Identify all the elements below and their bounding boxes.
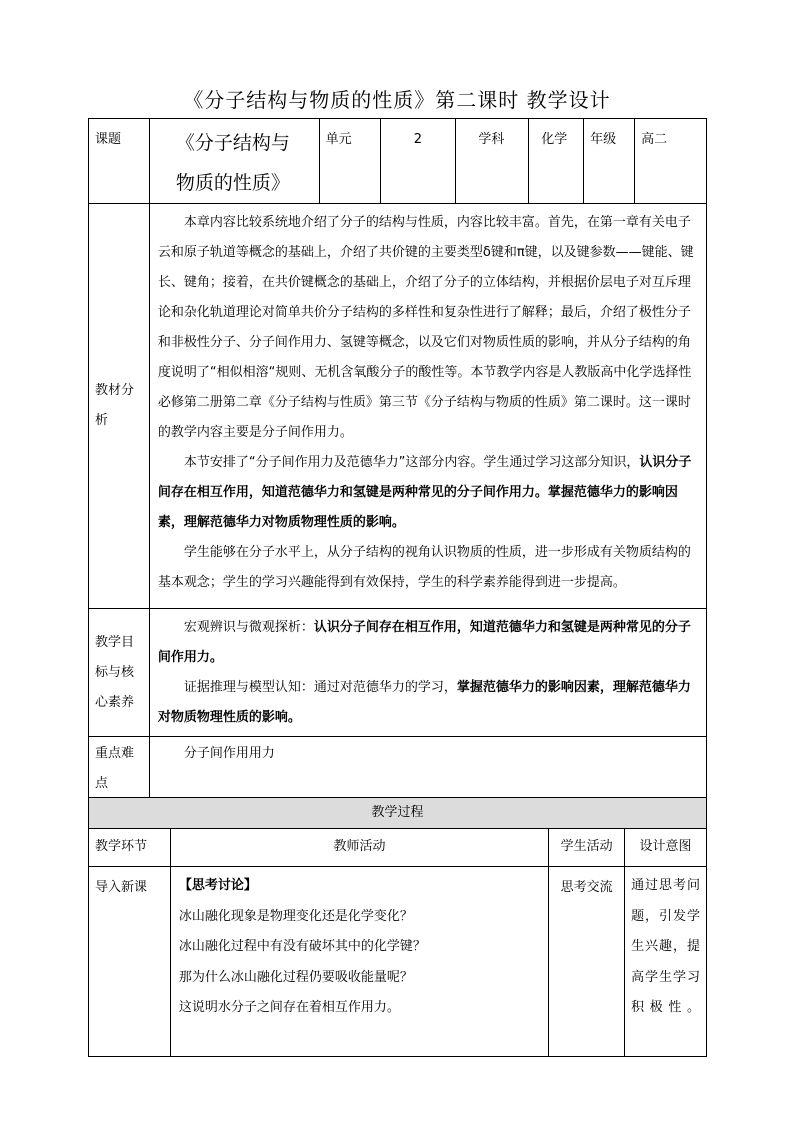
- stage-cell: 导入新课: [89, 867, 171, 1057]
- keypoints-row: [89, 737, 707, 806]
- grade-label: 年级: [584, 119, 635, 204]
- process-header-row: [89, 829, 707, 867]
- col-stage-header: 教学环节: [89, 829, 171, 867]
- analysis-p2-text: 本节安排了“分子间作用力及范德华力”这部分内容。学生通过学习这部分知识，: [183, 455, 640, 470]
- goal-1: [150, 613, 706, 673]
- student-activity-cell: 思考交流: [549, 867, 625, 1057]
- goal-1-bold: 认识分子间存在相互作用，知道范德华力和氢键是两种常见的分子间作用力。: [157, 620, 691, 665]
- design-intent-cell: 通过思考问题，引发学生兴趣，提高学生学习积极性。: [625, 867, 707, 1057]
- teacher-activity-line: 冰山融化过程中有没有破坏其中的化学键？: [178, 939, 426, 954]
- grade-value: 高二: [635, 119, 707, 204]
- process-row: [89, 867, 707, 1057]
- keypoints-content: [149, 737, 706, 806]
- goals-row: [89, 609, 707, 737]
- goals-label: 教学目标与核心素养: [89, 609, 150, 737]
- analysis-row: [89, 204, 707, 609]
- goal-2-bold: 掌握范德华力的影响因素，理解范德华力对物质物理性质的影响。: [157, 680, 691, 725]
- keypoints-value: 分子间作用用力: [183, 746, 275, 761]
- analysis-content: [149, 204, 706, 609]
- goal-2-text: 证据推理与模型认知：通过对范德华力的学习，: [183, 680, 457, 695]
- teacher-activity-line: 那为什么冰山融化过程仍要吸收能量呢？: [178, 969, 413, 985]
- topic-label: 课题: [89, 119, 150, 204]
- goal-2: [150, 673, 706, 733]
- process-band-row: [89, 798, 707, 829]
- col-teacher-header: 教师活动: [170, 829, 548, 867]
- analysis-label: 教材分析: [89, 204, 150, 609]
- teacher-activity-heading: 【思考讨论】: [178, 878, 257, 893]
- unit-value: 2: [380, 119, 456, 204]
- analysis-paragraph-1: 本章内容比较系统地介绍了分子的结构与性质，内容比较丰富。首先，在第一章有关电子云和原子轨道等概念的基础上，介绍了共价键的主要类型δ键和π键，以及键参数——键能、键长、键角；接着，在共价键概念的基础上，介绍了分子的立体结构，并根据价层电子对互斥理论和杂化轨道理论对简单共价分子结构的多样性和复杂性进行了解释；最后，介绍了极性分子和非极性分子、分子间作用力、氢键等概念，以及它们对物质性质的影响，并从分子结构的角度说明了“相似相溶“规则、无机含氧酸分子的酸性等。本节教学内容是人教版高中化学选择性必修第二册第二章《分子结构与性质》第三节《分子结构与物质的性质》第二课时。这一课时的教学内容主要是分子间作用力。: [157, 215, 694, 440]
- teacher-activity-cell: [170, 867, 548, 1057]
- teacher-activity-line: 冰山融化现象是物理变化还是化学变化？: [178, 908, 413, 924]
- analysis-p2-bold: 认识分子间存在相互作用，知道范德华力和氢键是两种常见的分子间作用力。掌握范德华力的影响因素，理解范德华力对物质物理性质的影响。: [157, 455, 692, 530]
- unit-label: 单元: [319, 119, 380, 204]
- col-intent-header: 设计意图: [625, 829, 707, 867]
- subject-value: 化学: [529, 119, 584, 204]
- keypoints-label: 重点难点: [89, 737, 150, 806]
- topic-value: 《分子结构与物质的性质》: [149, 119, 319, 204]
- subject-label: 学科: [456, 119, 529, 204]
- goals-content: [149, 609, 706, 737]
- header-row: [89, 119, 707, 204]
- lesson-info-table: [88, 118, 707, 806]
- analysis-paragraph-2: [150, 448, 706, 538]
- teacher-activity-line: 这说明水分子之间存在着相互作用力。: [178, 1000, 400, 1015]
- analysis-paragraph-3: 学生能够在分子水平上，从分子结构的视角认识物质的性质，进一步形成有关物质结构的基本观念；学生的学习兴趣能得到有效保持，学生的科学素养能得到进一步提高。: [157, 545, 691, 590]
- col-student-header: 学生活动: [549, 829, 625, 867]
- goal-1-text: 宏观辨识与微观探析：: [183, 620, 314, 635]
- process-table: [88, 797, 707, 1057]
- process-band: 教学过程: [89, 798, 707, 829]
- document-title: 《分子结构与物质的性质》第二课时 教学设计: [183, 88, 611, 112]
